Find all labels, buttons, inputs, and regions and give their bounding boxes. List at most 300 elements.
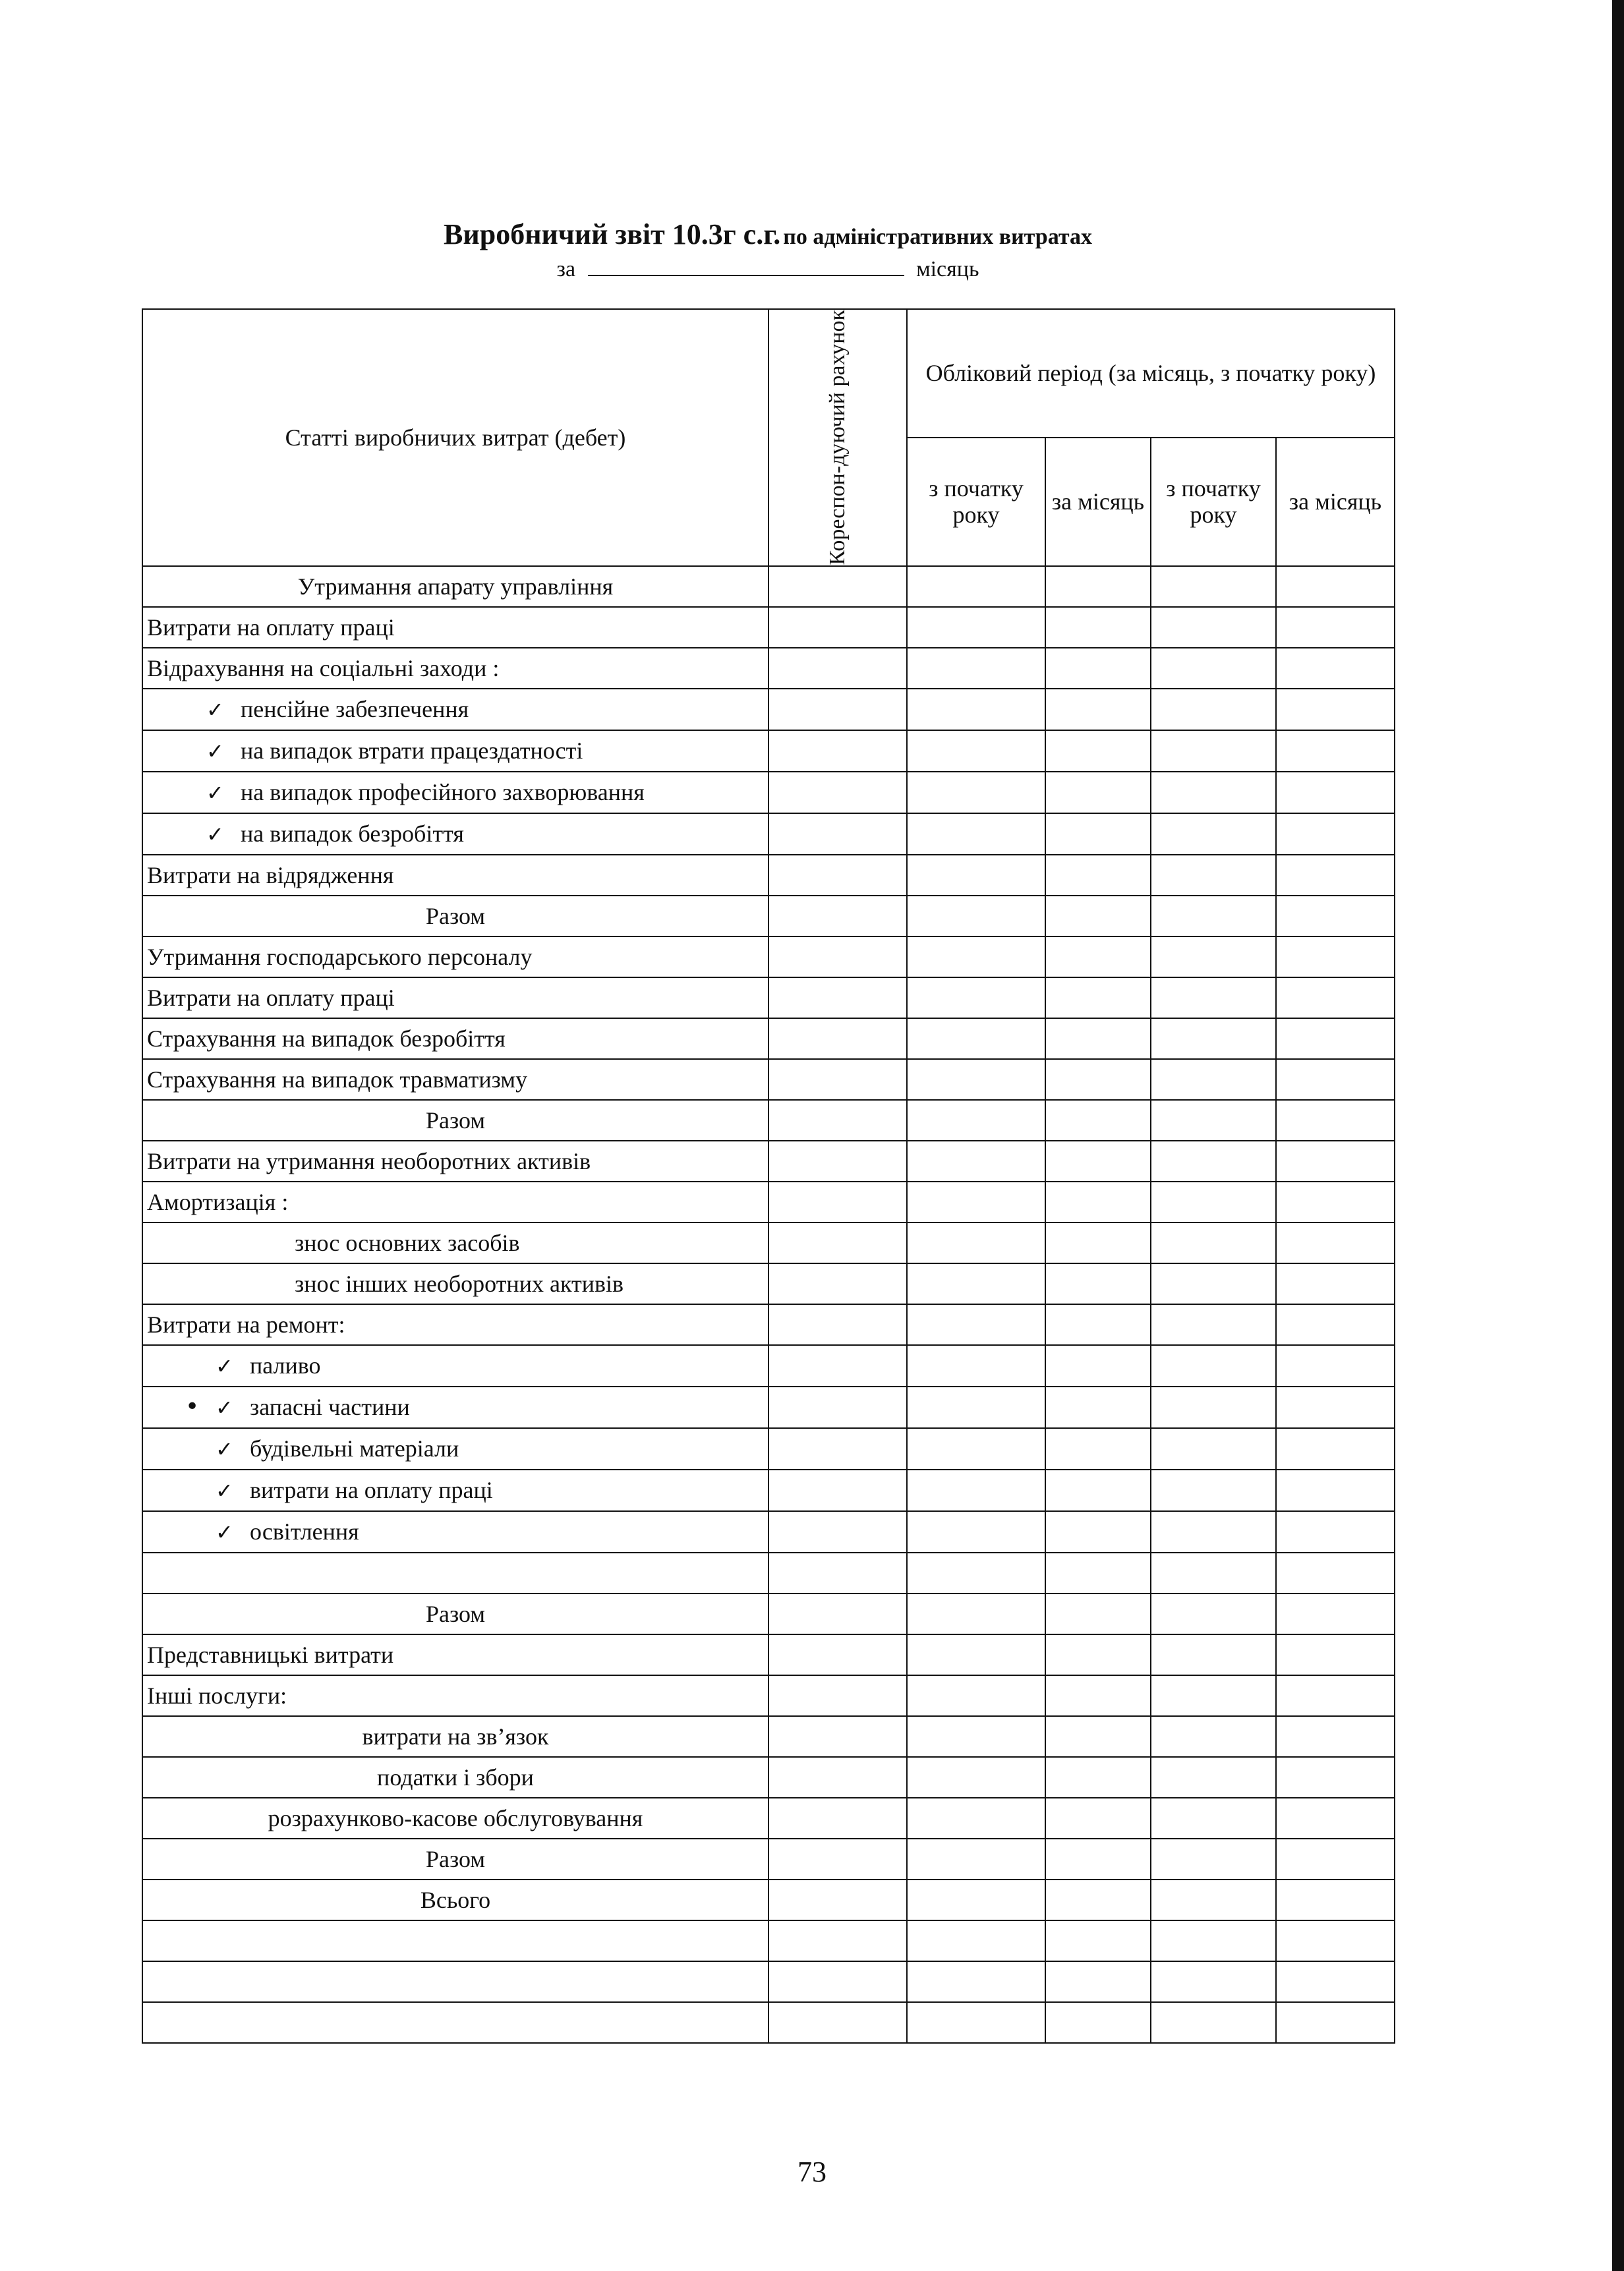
month-cell-1[interactable] (1045, 648, 1151, 689)
month-cell-2[interactable] (1276, 1675, 1395, 1716)
ytd-cell-1[interactable] (907, 1018, 1045, 1059)
ytd-cell-1[interactable] (907, 1222, 1045, 1263)
row-label-cell (142, 1263, 768, 1304)
row-label: Представницькі витрати (147, 1641, 394, 1668)
checkmark-icon: ✓ (216, 1478, 233, 1503)
row-label-cell (142, 1428, 768, 1470)
table-row (142, 1880, 1395, 1920)
ytd-cell-1[interactable] (907, 1345, 1045, 1387)
ytd-cell-1[interactable] (907, 1757, 1045, 1798)
ytd-cell-2[interactable] (1151, 1059, 1276, 1100)
row-label: Страхування на випадок безробіття (147, 1025, 506, 1052)
month-cell-1[interactable] (1045, 1141, 1151, 1182)
account-cell[interactable] (768, 730, 907, 772)
table-row (142, 1222, 1395, 1263)
month-cell-1[interactable] (1045, 1594, 1151, 1634)
ytd-cell-2[interactable] (1151, 977, 1276, 1018)
month-cell-1[interactable] (1045, 689, 1151, 730)
month-cell-2[interactable] (1276, 1553, 1395, 1594)
table-row (142, 1141, 1395, 1182)
ytd-cell-2[interactable] (1151, 1511, 1276, 1553)
row-label-cell (142, 1961, 768, 2002)
table-row (142, 2002, 1395, 2043)
row-label: знос основних засобів (295, 1229, 520, 1256)
month-cell-2[interactable] (1276, 1059, 1395, 1100)
ytd-cell-1[interactable] (907, 1594, 1045, 1634)
ytd-cell-2[interactable] (1151, 730, 1276, 772)
row-label-cell (142, 730, 768, 772)
account-cell[interactable] (768, 1263, 907, 1304)
month-cell-1[interactable] (1045, 1716, 1151, 1757)
month-cell-2[interactable] (1276, 1263, 1395, 1304)
account-cell[interactable] (768, 1428, 907, 1470)
account-cell[interactable] (768, 1757, 907, 1798)
month-cell-2[interactable] (1276, 1018, 1395, 1059)
table-row (142, 1470, 1395, 1511)
table-row (142, 1675, 1395, 1716)
month-cell-2[interactable] (1276, 1757, 1395, 1798)
ytd-cell-2[interactable] (1151, 1141, 1276, 1182)
ytd-cell-2[interactable] (1151, 1263, 1276, 1304)
account-cell[interactable] (768, 2002, 907, 2043)
ytd-cell-1[interactable] (907, 1880, 1045, 1920)
month-cell-1[interactable] (1045, 1470, 1151, 1511)
header-sub-month-2: за місяць (1276, 438, 1395, 566)
month-cell-2[interactable] (1276, 772, 1395, 813)
month-cell-1[interactable] (1045, 1920, 1151, 1961)
table-row (142, 1594, 1395, 1634)
table-row (142, 1263, 1395, 1304)
header-sub-month-1: за місяць (1045, 438, 1151, 566)
account-cell[interactable] (768, 1100, 907, 1141)
month-cell-2[interactable] (1276, 1880, 1395, 1920)
month-cell-1[interactable] (1045, 813, 1151, 855)
ytd-cell-1[interactable] (907, 689, 1045, 730)
ytd-cell-1[interactable] (907, 855, 1045, 896)
month-cell-1[interactable] (1045, 1100, 1151, 1141)
ytd-cell-2[interactable] (1151, 855, 1276, 896)
account-cell[interactable] (768, 566, 907, 607)
row-label: знос інших необоротних активів (295, 1270, 624, 1297)
ytd-cell-1[interactable] (907, 1553, 1045, 1594)
title-main: Виробничий звіт 10.3г с.г. (444, 218, 781, 250)
ytd-cell-2[interactable] (1151, 1716, 1276, 1757)
row-label: пенсійне забезпечення (241, 695, 469, 722)
ytd-cell-1[interactable] (907, 1634, 1045, 1675)
month-cell-2[interactable] (1276, 936, 1395, 977)
ytd-cell-1[interactable] (907, 730, 1045, 772)
month-cell-2[interactable] (1276, 689, 1395, 730)
month-cell-2[interactable] (1276, 1470, 1395, 1511)
table-row (142, 1716, 1395, 1757)
row-label-cell (142, 1553, 768, 1594)
ytd-cell-2[interactable] (1151, 1100, 1276, 1141)
ytd-cell-2[interactable] (1151, 1304, 1276, 1345)
ytd-cell-2[interactable] (1151, 1675, 1276, 1716)
month-cell-1[interactable] (1045, 607, 1151, 648)
month-cell-2[interactable] (1276, 1222, 1395, 1263)
row-label-cell (142, 1594, 768, 1634)
account-cell[interactable] (768, 1387, 907, 1428)
ytd-cell-1[interactable] (907, 1428, 1045, 1470)
row-label-cell (142, 977, 768, 1018)
row-label: Разом (425, 1600, 486, 1627)
table-row (142, 1387, 1395, 1428)
table-row (142, 855, 1395, 896)
month-cell-1[interactable] (1045, 2002, 1151, 2043)
month-cell-1[interactable] (1045, 1263, 1151, 1304)
ytd-cell-1[interactable] (907, 936, 1045, 977)
account-cell[interactable] (768, 1222, 907, 1263)
table-row (142, 1634, 1395, 1675)
month-cell-1[interactable] (1045, 1798, 1151, 1839)
ytd-cell-1[interactable] (907, 1387, 1045, 1428)
ytd-cell-1[interactable] (907, 2002, 1045, 2043)
row-label-cell (142, 1222, 768, 1263)
row-label-cell (142, 2002, 768, 2043)
row-label-cell (142, 855, 768, 896)
account-cell[interactable] (768, 1470, 907, 1511)
month-cell-1[interactable] (1045, 1387, 1151, 1428)
month-cell-2[interactable] (1276, 2002, 1395, 2043)
account-cell[interactable] (768, 689, 907, 730)
ytd-cell-1[interactable] (907, 772, 1045, 813)
account-cell[interactable] (768, 1880, 907, 1920)
account-cell[interactable] (768, 1345, 907, 1387)
row-label-cell (142, 1839, 768, 1880)
ytd-cell-2[interactable] (1151, 896, 1276, 936)
month-cell-2[interactable] (1276, 1345, 1395, 1387)
account-cell[interactable] (768, 1059, 907, 1100)
table-row (142, 648, 1395, 689)
table-row (142, 1511, 1395, 1553)
header-sub-ytd-2: з початку року (1151, 438, 1276, 566)
ytd-cell-1[interactable] (907, 1059, 1045, 1100)
ytd-cell-2[interactable] (1151, 1880, 1276, 1920)
row-label: Разом (425, 1107, 486, 1134)
row-label: на випадок безробіття (241, 820, 464, 847)
ytd-cell-2[interactable] (1151, 1345, 1276, 1387)
month-cell-2[interactable] (1276, 1798, 1395, 1839)
ytd-cell-2[interactable] (1151, 1222, 1276, 1263)
ytd-cell-2[interactable] (1151, 1961, 1276, 2002)
row-label-cell (142, 1387, 768, 1428)
ytd-cell-2[interactable] (1151, 1387, 1276, 1428)
row-label: Витрати на ремонт: (147, 1311, 345, 1338)
table-row (142, 1920, 1395, 1961)
account-cell[interactable] (768, 1304, 907, 1345)
month-cell-1[interactable] (1045, 1961, 1151, 2002)
row-label-cell (142, 772, 768, 813)
table-row (142, 1304, 1395, 1345)
account-cell[interactable] (768, 1920, 907, 1961)
row-label-cell (142, 1716, 768, 1757)
month-cell-1[interactable] (1045, 772, 1151, 813)
row-label-cell (142, 1182, 768, 1222)
month-cell-1[interactable] (1045, 1757, 1151, 1798)
month-cell-1[interactable] (1045, 566, 1151, 607)
checkmark-icon: ✓ (216, 1394, 233, 1420)
ytd-cell-2[interactable] (1151, 1839, 1276, 1880)
ytd-cell-1[interactable] (907, 1141, 1045, 1182)
row-label: Разом (425, 1845, 486, 1872)
table-row (142, 896, 1395, 936)
account-cell[interactable] (768, 1182, 907, 1222)
month-cell-2[interactable] (1276, 648, 1395, 689)
month-cell-2[interactable] (1276, 1182, 1395, 1222)
ytd-cell-1[interactable] (907, 1100, 1045, 1141)
month-cell-1[interactable] (1045, 1511, 1151, 1553)
month-cell-2[interactable] (1276, 855, 1395, 896)
row-label-cell (142, 1511, 768, 1553)
account-cell[interactable] (768, 1594, 907, 1634)
checkmark-icon: ✓ (206, 697, 224, 722)
row-label: Разом (425, 902, 486, 929)
header-period: Обліковий період (за місяць, з початку року) (907, 309, 1395, 438)
month-cell-1[interactable] (1045, 1839, 1151, 1880)
row-label-cell (142, 1880, 768, 1920)
account-cell[interactable] (768, 1553, 907, 1594)
row-label-cell (142, 1059, 768, 1100)
month-cell-1[interactable] (1045, 730, 1151, 772)
month-cell-1[interactable] (1045, 1059, 1151, 1100)
row-label-cell (142, 1757, 768, 1798)
header-articles: Статті виробничих витрат (дебет) (142, 309, 768, 566)
month-cell-2[interactable] (1276, 1100, 1395, 1141)
checkmark-icon: ✓ (216, 1519, 233, 1545)
account-cell[interactable] (768, 1018, 907, 1059)
table-row (142, 1182, 1395, 1222)
ytd-cell-2[interactable] (1151, 1428, 1276, 1470)
row-label-cell (142, 607, 768, 648)
table-row (142, 1839, 1395, 1880)
row-label: Страхування на випадок травматизму (147, 1066, 528, 1093)
row-label-cell (142, 1798, 768, 1839)
account-cell[interactable] (768, 1716, 907, 1757)
row-label-cell (142, 1675, 768, 1716)
month-cell-2[interactable] (1276, 1716, 1395, 1757)
month-cell-1[interactable] (1045, 1880, 1151, 1920)
month-cell-2[interactable] (1276, 1634, 1395, 1675)
ytd-cell-1[interactable] (907, 1839, 1045, 1880)
bullet-mark: • (185, 1393, 200, 1420)
row-label-cell (142, 1470, 768, 1511)
period-blank-field[interactable] (588, 274, 904, 276)
table-row (142, 1059, 1395, 1100)
row-label: запасні частини (250, 1393, 410, 1420)
ytd-cell-2[interactable] (1151, 2002, 1276, 2043)
table-row (142, 1553, 1395, 1594)
ytd-cell-1[interactable] (907, 1920, 1045, 1961)
month-cell-1[interactable] (1045, 1345, 1151, 1387)
row-label-cell (142, 689, 768, 730)
table-row (142, 1100, 1395, 1141)
ytd-cell-1[interactable] (907, 1511, 1045, 1553)
row-label-cell (142, 1634, 768, 1675)
period-prefix: за (556, 257, 576, 281)
month-cell-2[interactable] (1276, 566, 1395, 607)
row-label: Витрати на оплату праці (147, 984, 395, 1011)
table-row (142, 1798, 1395, 1839)
month-cell-2[interactable] (1276, 1428, 1395, 1470)
account-cell[interactable] (768, 896, 907, 936)
table-body (142, 566, 1395, 2043)
period-line (0, 257, 1536, 282)
row-label: на випадок професійного захворювання (241, 778, 645, 805)
row-label: Витрати на оплату праці (147, 614, 395, 641)
account-cell[interactable] (768, 1798, 907, 1839)
ytd-cell-2[interactable] (1151, 1757, 1276, 1798)
ytd-cell-2[interactable] (1151, 1470, 1276, 1511)
row-label: розрахунково-касове обслуговування (268, 1804, 643, 1831)
report-title (0, 217, 1536, 251)
title-subtitle: по адміністративних витратах (783, 225, 1092, 249)
ytd-cell-2[interactable] (1151, 1018, 1276, 1059)
table-row (142, 813, 1395, 855)
row-label-cell (142, 1141, 768, 1182)
ytd-cell-1[interactable] (907, 1798, 1045, 1839)
month-cell-2[interactable] (1276, 1141, 1395, 1182)
account-cell[interactable] (768, 1634, 907, 1675)
table-row (142, 566, 1395, 607)
account-cell[interactable] (768, 1961, 907, 2002)
month-cell-2[interactable] (1276, 1839, 1395, 1880)
ytd-cell-2[interactable] (1151, 1553, 1276, 1594)
ytd-cell-1[interactable] (907, 607, 1045, 648)
row-label: будівельні матеріали (250, 1435, 459, 1462)
month-cell-2[interactable] (1276, 813, 1395, 855)
ytd-cell-2[interactable] (1151, 689, 1276, 730)
table-row (142, 1428, 1395, 1470)
scan-edge (1612, 0, 1624, 2271)
ytd-cell-1[interactable] (907, 1304, 1045, 1345)
account-cell[interactable] (768, 855, 907, 896)
row-label-cell (142, 648, 768, 689)
month-cell-1[interactable] (1045, 1182, 1151, 1222)
month-cell-1[interactable] (1045, 1553, 1151, 1594)
month-cell-2[interactable] (1276, 1594, 1395, 1634)
row-label: Амортизація : (147, 1188, 289, 1215)
row-label: освітлення (250, 1518, 359, 1545)
ytd-cell-1[interactable] (907, 648, 1045, 689)
month-cell-1[interactable] (1045, 1222, 1151, 1263)
checkmark-icon: ✓ (206, 780, 224, 805)
ytd-cell-1[interactable] (907, 1182, 1045, 1222)
month-cell-2[interactable] (1276, 607, 1395, 648)
month-cell-1[interactable] (1045, 1634, 1151, 1675)
ytd-cell-1[interactable] (907, 813, 1045, 855)
ytd-cell-2[interactable] (1151, 936, 1276, 977)
row-label: Відрахування на соціальні заходи : (147, 654, 500, 681)
table-row (142, 772, 1395, 813)
table-row (142, 607, 1395, 648)
ytd-cell-2[interactable] (1151, 566, 1276, 607)
ytd-cell-1[interactable] (907, 977, 1045, 1018)
row-label-cell (142, 1920, 768, 1961)
ytd-cell-1[interactable] (907, 896, 1045, 936)
account-cell[interactable] (768, 1839, 907, 1880)
account-cell[interactable] (768, 607, 907, 648)
header-account: Кореспон-дуючий рахунок (768, 309, 907, 566)
account-cell[interactable] (768, 977, 907, 1018)
month-cell-1[interactable] (1045, 855, 1151, 896)
row-label: Інші послуги: (147, 1682, 287, 1709)
row-label: Всього (420, 1886, 491, 1913)
ytd-cell-2[interactable] (1151, 813, 1276, 855)
ytd-cell-2[interactable] (1151, 1634, 1276, 1675)
account-cell[interactable] (768, 648, 907, 689)
ytd-cell-1[interactable] (907, 1961, 1045, 2002)
row-label: Витрати на утримання необоротних активів (147, 1147, 591, 1174)
month-cell-1[interactable] (1045, 977, 1151, 1018)
row-label-cell (142, 896, 768, 936)
row-label: Утримання господарського персоналу (147, 943, 533, 970)
ytd-cell-2[interactable] (1151, 1594, 1276, 1634)
table-row (142, 936, 1395, 977)
row-label: витрати на оплату праці (250, 1476, 493, 1503)
page-number: 73 (798, 2156, 826, 2188)
row-label-cell (142, 1018, 768, 1059)
ytd-cell-2[interactable] (1151, 1920, 1276, 1961)
row-label-cell (142, 1345, 768, 1387)
ytd-cell-1[interactable] (907, 1263, 1045, 1304)
ytd-cell-1[interactable] (907, 1675, 1045, 1716)
table-row (142, 977, 1395, 1018)
month-cell-2[interactable] (1276, 1387, 1395, 1428)
month-cell-2[interactable] (1276, 1511, 1395, 1553)
ytd-cell-2[interactable] (1151, 1182, 1276, 1222)
ytd-cell-1[interactable] (907, 1470, 1045, 1511)
account-cell[interactable] (768, 1511, 907, 1553)
month-cell-2[interactable] (1276, 730, 1395, 772)
month-cell-1[interactable] (1045, 896, 1151, 936)
row-label-cell (142, 936, 768, 977)
table-row (142, 730, 1395, 772)
month-cell-2[interactable] (1276, 1920, 1395, 1961)
checkmark-icon: ✓ (216, 1353, 233, 1379)
month-cell-1[interactable] (1045, 1675, 1151, 1716)
month-cell-2[interactable] (1276, 977, 1395, 1018)
account-cell[interactable] (768, 813, 907, 855)
period-suffix: місяць (916, 257, 979, 281)
account-cell[interactable] (768, 1141, 907, 1182)
month-cell-2[interactable] (1276, 1961, 1395, 2002)
row-label-cell (142, 566, 768, 607)
month-cell-1[interactable] (1045, 936, 1151, 977)
ytd-cell-2[interactable] (1151, 1798, 1276, 1839)
table-row (142, 1961, 1395, 2002)
expense-report-table (142, 308, 1395, 2044)
row-label: паливо (250, 1352, 321, 1379)
ytd-cell-2[interactable] (1151, 772, 1276, 813)
ytd-cell-2[interactable] (1151, 648, 1276, 689)
month-cell-1[interactable] (1045, 1428, 1151, 1470)
month-cell-2[interactable] (1276, 1304, 1395, 1345)
ytd-cell-2[interactable] (1151, 607, 1276, 648)
table-row (142, 1018, 1395, 1059)
account-cell[interactable] (768, 1675, 907, 1716)
row-label: Утримання апарату управління (297, 573, 614, 600)
month-cell-2[interactable] (1276, 896, 1395, 936)
checkmark-icon: ✓ (206, 821, 224, 847)
month-cell-1[interactable] (1045, 1304, 1151, 1345)
row-label: витрати на зв’язок (362, 1723, 549, 1750)
account-cell[interactable] (768, 936, 907, 977)
ytd-cell-1[interactable] (907, 1716, 1045, 1757)
account-cell[interactable] (768, 772, 907, 813)
ytd-cell-1[interactable] (907, 566, 1045, 607)
month-cell-1[interactable] (1045, 1018, 1151, 1059)
